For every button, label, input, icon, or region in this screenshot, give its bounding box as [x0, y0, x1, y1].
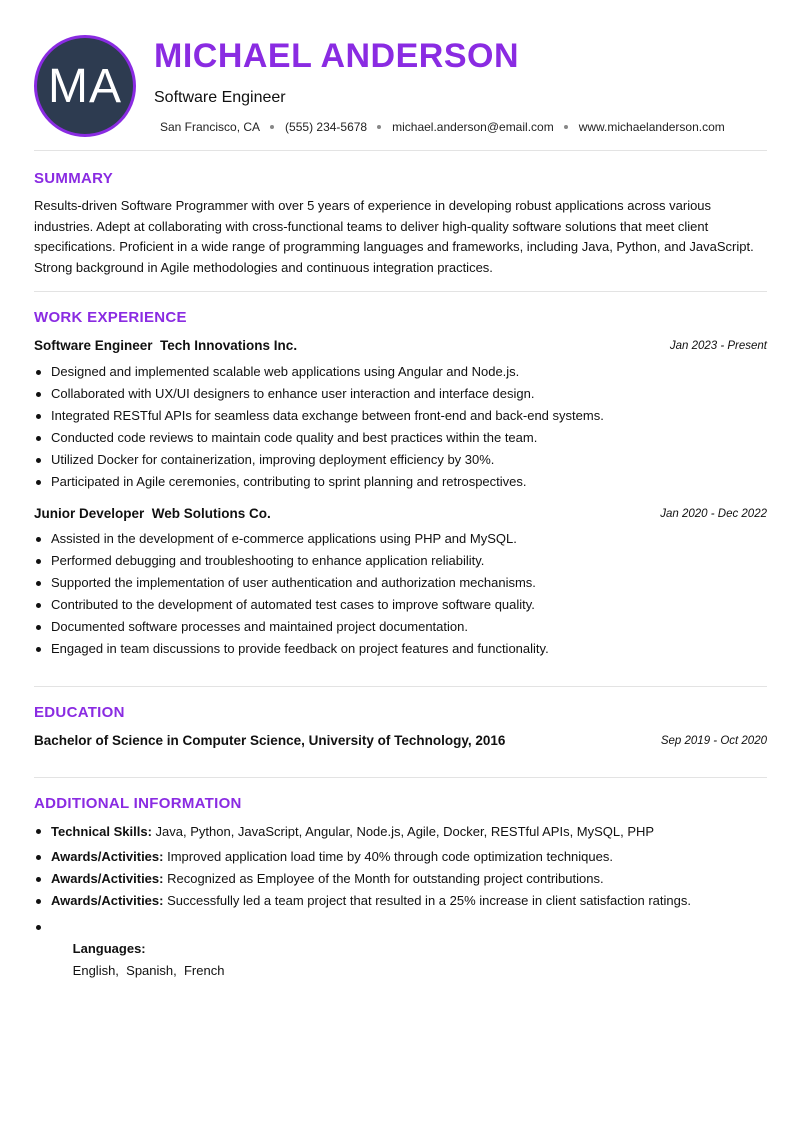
avatar-initials: MA — [48, 59, 122, 113]
job-header — [34, 506, 767, 524]
experience-title: WORK EXPERIENCE — [34, 309, 187, 326]
list-item: Participated in Agile ceremonies, contributing to sprint planning and retrospectives. — [34, 471, 767, 493]
job-header — [34, 338, 767, 356]
education-entry — [34, 733, 767, 751]
summary-text: Results-driven Software Programmer with over 5 years of experience in developing robust applications across various industries. Adept at collaborating with cross-functional teams to deliver high-quality software solutions that meet client specifications. Proficient in a wide range of programming languages and frameworks, including Java, Python, and JavaScript. Strong background in Agile methodologies and continuous integration practices. — [34, 198, 754, 275]
additional-list — [34, 820, 767, 1004]
education-dates: Sep 2019 - Oct 2020 — [660, 735, 767, 747]
list-item: Assisted in the development of e-commerce applications using PHP and MySQL. — [34, 528, 767, 550]
education-degree: Bachelor of Science in Computer Science, University of Technology, 2016 — [34, 733, 506, 748]
job-title-line — [34, 338, 297, 353]
contact-phone: (555) 234-5678 — [285, 120, 368, 134]
list-item: Conducted code reviews to maintain code quality and best practices within the team. — [34, 427, 767, 449]
list-item: Performed debugging and troubleshooting to enhance application reliability. — [34, 550, 767, 572]
item-label: Technical Skills: — [51, 824, 152, 839]
list-item — [34, 846, 767, 868]
education-title: EDUCATION — [34, 704, 125, 721]
contact-email[interactable]: michael.anderson@email.com — [392, 120, 554, 134]
list-item: Supported the implementation of user authentication and authorization mechanisms. — [34, 572, 767, 594]
contact-website[interactable]: www.michaelanderson.com — [578, 120, 725, 134]
list-item: Collaborated with UX/UI designers to enhance user interaction and interface design. — [34, 383, 767, 405]
job-title-line — [34, 506, 271, 521]
separator-dot — [270, 125, 274, 129]
item-text: Recognized as Employee of the Month for outstanding project contributions. — [167, 871, 604, 886]
separator-dot — [564, 125, 568, 129]
item-label: Awards/Activities: — [51, 893, 164, 908]
list-item: Documented software processes and maintained project documentation. — [34, 616, 767, 638]
divider — [34, 291, 767, 292]
item-text: English, Spanish, French — [72, 963, 225, 978]
job-position: Software Engineer — [34, 338, 153, 353]
list-item — [34, 916, 767, 1004]
separator-dot — [377, 125, 381, 129]
job-company: Tech Innovations Inc. — [160, 338, 298, 353]
job-dates: Jan 2023 - Present — [669, 340, 767, 352]
item-label: Languages: — [72, 941, 146, 956]
job-bullets — [34, 528, 767, 660]
summary-title: SUMMARY — [34, 170, 114, 187]
list-item: Contributed to the development of automated test cases to improve software quality. — [34, 594, 767, 616]
item-text: Java, Python, JavaScript, Angular, Node.js, Agile, Docker, RESTful APIs, MySQL, PHP — [155, 824, 655, 839]
job-dates: Jan 2020 - Dec 2022 — [660, 508, 767, 520]
job-company: Web Solutions Co. — [151, 506, 271, 521]
divider — [34, 777, 767, 778]
list-item — [34, 868, 767, 890]
list-item: Integrated RESTful APIs for seamless data exchange between front-end and back-end systems. — [34, 405, 767, 427]
list-item: Engaged in team discussions to provide feedback on project features and functionality. — [34, 638, 767, 660]
avatar — [34, 35, 136, 137]
contact-location: San Francisco, CA — [160, 120, 261, 134]
item-label: Awards/Activities: — [51, 849, 164, 864]
candidate-name: MICHAEL ANDERSON — [154, 37, 520, 75]
item-label: Awards/Activities: — [51, 871, 164, 886]
list-item — [34, 820, 767, 843]
contact-info — [160, 120, 725, 134]
job-position: Junior Developer — [34, 506, 145, 521]
additional-title: ADDITIONAL INFORMATION — [34, 795, 242, 812]
list-item — [34, 890, 767, 912]
job-bullets — [34, 361, 767, 493]
candidate-role: Software Engineer — [154, 89, 286, 106]
item-text: Successfully led a team project that resulted in a 25% increase in client satisfaction ratings. — [167, 893, 691, 908]
item-text: Improved application load time by 40% through code optimization techniques. — [167, 849, 613, 864]
list-item: Utilized Docker for containerization, improving deployment efficiency by 30%. — [34, 449, 767, 471]
divider — [34, 150, 767, 151]
list-item: Designed and implemented scalable web applications using Angular and Node.js. — [34, 361, 767, 383]
divider — [34, 686, 767, 687]
